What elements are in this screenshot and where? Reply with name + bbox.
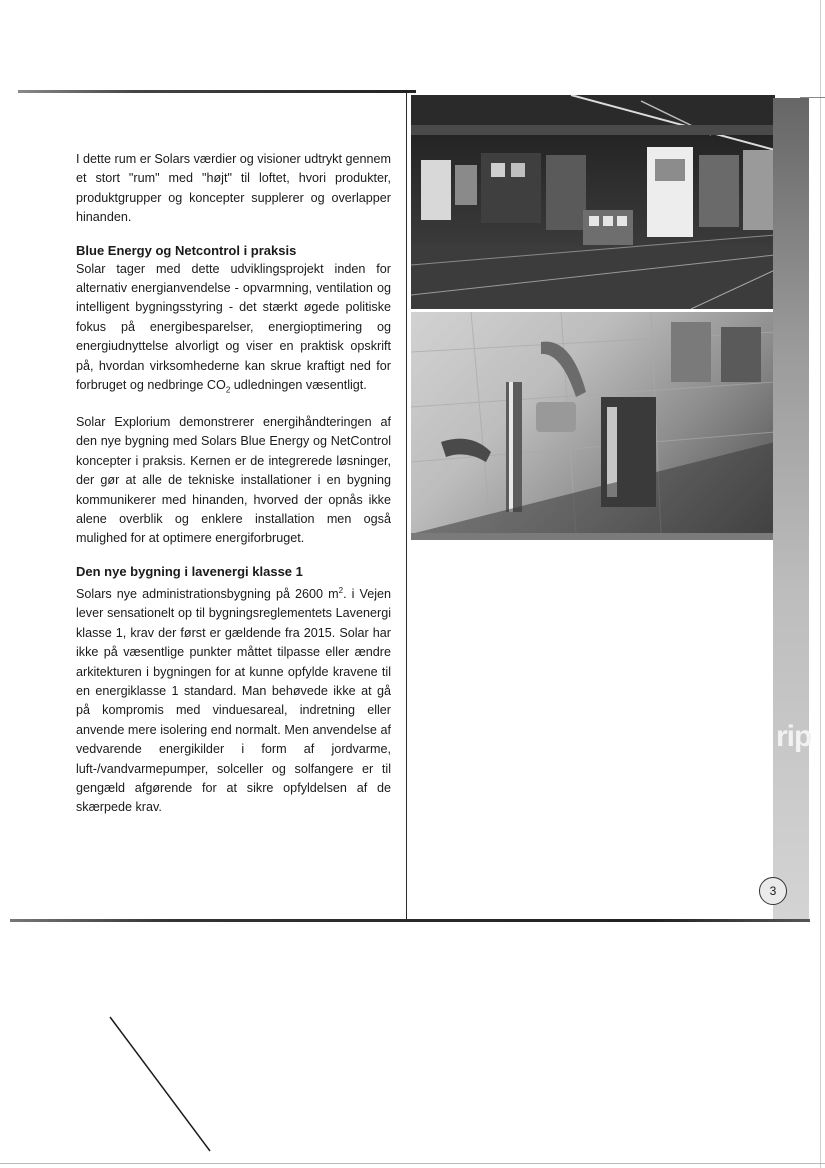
bottom-rule bbox=[10, 919, 810, 922]
page-number: 3 bbox=[759, 877, 787, 905]
showroom-photo bbox=[411, 95, 775, 309]
photo-separator-strip bbox=[411, 533, 775, 540]
section2-heading: Den nye bygning i lavenergi klasse 1 bbox=[76, 563, 303, 579]
bottom-edge-line bbox=[0, 1163, 825, 1164]
showroom-photo-art bbox=[411, 95, 775, 309]
section1-paragraph1 bbox=[76, 260, 391, 400]
column-divider bbox=[406, 93, 407, 922]
section1-paragraph2: Solar Explorium demonstrerer energihåndteringen af den nye bygning med Solars Blue Energy og NetControl koncepter i praksis. Kernen er de integrerede løsninger, der gør at alle de tekniske installationer i en bygning kommunikerer med hinanden, hvorved der opnås ikke alene overblik og enklere installation men også mulighed for at optimere energiforbruget. bbox=[76, 414, 391, 546]
faucets-photo bbox=[411, 312, 775, 534]
side-band bbox=[773, 98, 812, 922]
top-rule bbox=[18, 90, 416, 93]
side-band-text: rip bbox=[776, 720, 812, 753]
pen-stroke-mark bbox=[108, 1015, 218, 1155]
intro-paragraph: I dette rum er Solars værdier og visioner udtrykt gennem et stort "rum" med "højt" til loftet, hvori produkter, produktgrupper og koncepter supplerer og overlapper hinanden. bbox=[76, 152, 391, 225]
p2-text-after-sup: . i Vejen lever sensationelt op til bygningsreglementets Lavenergi klasse 1, krav der først er gældende fra 2015. Solar har ikke på væsentlige punkter måttet tilpasse eller ændre arkitekturen i bygningen for at kunne opfylde kravene til en energiklasse 1 standard. Man behøvede ikke at gå på kompromis med vinduesareal, indretning eller anvende mere isolering end normalt. Men anvendelse af vedvarende energikilder i form af jordvarme, luft-/vandvarmepumper, solceller og solfangere er til gengæld afgørende for at sikre opfyldelsen af de skærpede krav. bbox=[76, 587, 392, 815]
p1-text-after-co2: udledningen væsentligt. bbox=[230, 378, 367, 393]
faucets-photo-art bbox=[411, 312, 775, 534]
article-body bbox=[76, 150, 391, 831]
p2-text-before-sup: Solars nye administrationsbygning på 2600 m bbox=[76, 587, 339, 602]
section1-heading: Blue Energy og Netcontrol i praksis bbox=[76, 242, 297, 258]
m2-superscript: 2 bbox=[338, 585, 344, 595]
p1-text-before-co2: Solar tager med dette udviklingsprojekt inden for alternativ energianvendelse - opvarmning, ventilation og intelligent bygningsstyring - det stærkt øgede politiske fokus på energibesparelser, energioptimering og energiudnyttelse alvorligt og viser en praktisk opskrift på, hvordan virksomhederne kan skrue kraftigt ned for forbruget og nedbringe CO bbox=[76, 261, 391, 393]
page-margin-line bbox=[820, 0, 821, 1168]
section2-paragraph1 bbox=[76, 581, 391, 818]
co2-subscript: 2 bbox=[225, 385, 231, 395]
